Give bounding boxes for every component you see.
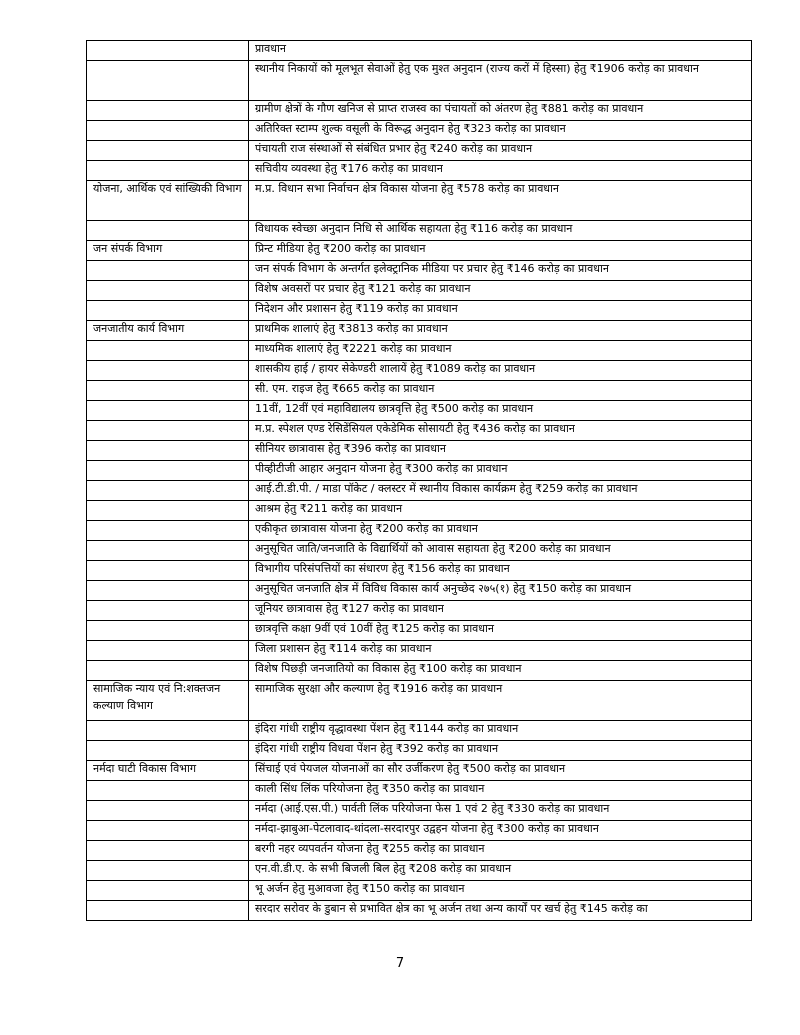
table-row: [87, 781, 752, 801]
department-cell: [87, 381, 249, 401]
department-cell: [87, 441, 249, 461]
table-row: [87, 581, 752, 601]
provision-cell: भू अर्जन हेतु मुआवजा हेतु ₹150 करोड़ का प्रावधान: [249, 881, 752, 901]
table-row: [87, 281, 752, 301]
provision-cell: सिंचाई एवं पेयजल योजनाओं का सौर उर्जीकरण हेतु ₹500 करोड़ का प्रावधान: [249, 761, 752, 781]
provision-cell: सीनियर छात्रावास हेतु ₹396 करोड़ का प्रावधान: [249, 441, 752, 461]
table-row: [87, 301, 752, 321]
department-cell: [87, 481, 249, 501]
table-row: [87, 121, 752, 141]
provision-cell: जूनियर छात्रावास हेतु ₹127 करोड़ का प्रावधान: [249, 601, 752, 621]
table-row: [87, 361, 752, 381]
provision-cell: विशेष अवसरों पर प्रचार हेतु ₹121 करोड़ का प्रावधान: [249, 281, 752, 301]
table-row: [87, 601, 752, 621]
table-row: [87, 401, 752, 421]
department-cell: [87, 521, 249, 541]
provision-cell: अनुसूचित जाति/जनजाति के विद्यार्थियों को आवास सहायता हेतु ₹200 करोड़ का प्रावधान: [249, 541, 752, 561]
table-row: [87, 721, 752, 741]
table-row: [87, 141, 752, 161]
provision-cell: नर्मदा (आई.एस.पी.) पार्वती लिंक परियोजना फेस 1 एवं 2 हेतु ₹330 करोड़ का प्रावधान: [249, 801, 752, 821]
provision-cell: अनुसूचित जनजाति क्षेत्र में विविध विकास कार्य अनुच्छेद २७५(१) हेतु ₹150 करोड़ का प्रावधान: [249, 581, 752, 601]
table-row: [87, 221, 752, 241]
department-cell: [87, 581, 249, 601]
department-cell: [87, 801, 249, 821]
table-row: [87, 181, 752, 221]
department-cell: [87, 601, 249, 621]
table-row: [87, 761, 752, 781]
provision-cell: काली सिंध लिंक परियोजना हेतु ₹350 करोड़ का प्रावधान: [249, 781, 752, 801]
department-cell: सामाजिक न्याय एवं नि:शक्तजन कल्याण विभाग: [87, 681, 249, 721]
provision-cell: म.प्र. स्पेशल एण्ड रेसिडेंसियल एकेडेमिक सोसायटी हेतु ₹436 करोड़ का प्रावधान: [249, 421, 752, 441]
table-row: [87, 261, 752, 281]
provision-cell: आई.टी.डी.पी. / माडा पॉकेट / क्लस्टर में स्थानीय विकास कार्यक्रम हेतु ₹259 करोड़ का प्रावधान: [249, 481, 752, 501]
provision-cell: प्राथमिक शालाएं हेतु ₹3813 करोड़ का प्रावधान: [249, 321, 752, 341]
table-row: [87, 61, 752, 101]
provision-cell: एकीकृत छात्रावास योजना हेतु ₹200 करोड़ का प्रावधान: [249, 521, 752, 541]
department-cell: नर्मदा घाटी विकास विभाग: [87, 761, 249, 781]
provision-cell: सी. एम. राइज हेतु ₹665 करोड़ का प्रावधान: [249, 381, 752, 401]
department-cell: [87, 741, 249, 761]
provision-cell: सामाजिक सुरक्षा और कल्याण हेतु ₹1916 करोड़ का प्रावधान: [249, 681, 752, 721]
department-cell: योजना, आर्थिक एवं सांख्यिकी विभाग: [87, 181, 249, 221]
table-row: [87, 801, 752, 821]
department-cell: [87, 121, 249, 141]
provision-cell: जिला प्रशासन हेतु ₹114 करोड़ का प्रावधान: [249, 641, 752, 661]
department-cell: [87, 281, 249, 301]
department-cell: [87, 861, 249, 881]
department-cell: जन संपर्क विभाग: [87, 241, 249, 261]
table-row: [87, 461, 752, 481]
department-cell: [87, 141, 249, 161]
department-cell: [87, 781, 249, 801]
table-row: [87, 741, 752, 761]
department-cell: [87, 821, 249, 841]
department-cell: [87, 461, 249, 481]
department-cell: [87, 61, 249, 101]
department-cell: [87, 421, 249, 441]
table-row: [87, 901, 752, 921]
provision-cell: सरदार सरोवर के डुबान से प्रभावित क्षेत्र का भू अर्जन तथा अन्य कार्यों पर खर्च हेतु ₹145 करोड़ का: [249, 901, 752, 921]
table-row: [87, 541, 752, 561]
table-row: [87, 421, 752, 441]
department-cell: [87, 221, 249, 241]
table-row: [87, 501, 752, 521]
table-row: [87, 861, 752, 881]
department-cell: [87, 341, 249, 361]
provision-cell: 11वीं, 12वीं एवं महाविद्यालय छात्रवृत्ति हेतु ₹500 करोड़ का प्रावधान: [249, 401, 752, 421]
provision-cell: प्रिन्ट मीडिया हेतु ₹200 करोड़ का प्रावधान: [249, 241, 752, 261]
table-row: [87, 561, 752, 581]
table-row: [87, 101, 752, 121]
department-cell: [87, 901, 249, 921]
provision-cell: सचिवीय व्यवस्था हेतु ₹176 करोड़ का प्रावधान: [249, 161, 752, 181]
department-cell: [87, 41, 249, 61]
table-row: [87, 41, 752, 61]
table-row: [87, 441, 752, 461]
table-row: [87, 681, 752, 721]
department-cell: [87, 721, 249, 741]
provision-cell: नर्मदा-झाबुआ-पेटलावाद-थांदला-सरदारपुर उद्वहन योजना हेतु ₹300 करोड़ का प्रावधान: [249, 821, 752, 841]
provision-cell: निदेशन और प्रशासन हेतु ₹119 करोड़ का प्रावधान: [249, 301, 752, 321]
department-cell: [87, 101, 249, 121]
provision-cell: प्रावधान: [249, 41, 752, 61]
provision-cell: जन संपर्क विभाग के अन्तर्गत इलेक्ट्रानिक मीडिया पर प्रचार हेतु ₹146 करोड़ का प्रावधान: [249, 261, 752, 281]
budget-provisions-table: [86, 40, 752, 921]
department-cell: [87, 541, 249, 561]
department-cell: [87, 661, 249, 681]
provision-cell: पंचायती राज संस्थाओं से संबंधित प्रभार हेतु ₹240 करोड़ का प्रावधान: [249, 141, 752, 161]
provision-cell: आश्रम हेतु ₹211 करोड़ का प्रावधान: [249, 501, 752, 521]
provision-cell: बरगी नहर व्यपवर्तन योजना हेतु ₹255 करोड़ का प्रावधान: [249, 841, 752, 861]
provision-cell: इंदिरा गांधी राष्ट्रीय वृद्धावस्था पेंशन हेतु ₹1144 करोड़ का प्रावधान: [249, 721, 752, 741]
table-row: [87, 481, 752, 501]
department-cell: [87, 261, 249, 281]
department-cell: [87, 301, 249, 321]
table-row: [87, 621, 752, 641]
department-cell: [87, 621, 249, 641]
page-number: 7: [395, 956, 405, 971]
provision-cell: पीव्हीटीजी आहार अनुदान योजना हेतु ₹300 करोड़ का प्रावधान: [249, 461, 752, 481]
department-cell: [87, 361, 249, 381]
provision-cell: स्थानीय निकायों को मूलभूत सेवाओं हेतु एक मुश्त अनुदान (राज्य करों में हिस्सा) हेतु ₹1906 करोड़ का प्रावधान: [249, 61, 752, 101]
provision-cell: शासकीय हाई / हायर सेकेण्डरी शालायें हेतु ₹1089 करोड़ का प्रावधान: [249, 361, 752, 381]
department-cell: [87, 561, 249, 581]
provision-cell: माध्यमिक शालाएं हेतु ₹2221 करोड़ का प्रावधान: [249, 341, 752, 361]
department-cell: [87, 501, 249, 521]
table-row: [87, 161, 752, 181]
table-row: [87, 881, 752, 901]
table-row: [87, 381, 752, 401]
table-row: [87, 821, 752, 841]
department-cell: [87, 161, 249, 181]
provision-cell: ग्रामीण क्षेत्रों के गौण खनिज से प्राप्त राजस्व का पंचायतों को अंतरण हेतु ₹881 करोड़ का प्रावधान: [249, 101, 752, 121]
provision-cell: एन.वी.डी.ए. के सभी बिजली बिल हेतु ₹208 करोड़ का प्रावधान: [249, 861, 752, 881]
table-row: [87, 661, 752, 681]
table-row: [87, 341, 752, 361]
table-row: [87, 521, 752, 541]
provision-cell: छात्रवृत्ति कक्षा 9वीं एवं 10वीं हेतु ₹125 करोड़ का प्रावधान: [249, 621, 752, 641]
department-cell: जनजातीय कार्य विभाग: [87, 321, 249, 341]
department-cell: [87, 881, 249, 901]
table-row: [87, 241, 752, 261]
table-row: [87, 641, 752, 661]
department-cell: [87, 841, 249, 861]
provision-cell: इंदिरा गांधी राष्ट्रीय विधवा पेंशन हेतु ₹392 करोड़ का प्रावधान: [249, 741, 752, 761]
department-cell: [87, 641, 249, 661]
table-row: [87, 321, 752, 341]
provision-cell: अतिरिक्त स्टाम्प शुल्क वसूली के विरूद्ध अनुदान हेतु ₹323 करोड़ का प्रावधान: [249, 121, 752, 141]
provision-cell: विधायक स्वेच्छा अनुदान निधि से आर्थिक सहायता हेतु ₹116 करोड़ का प्रावधान: [249, 221, 752, 241]
department-cell: [87, 401, 249, 421]
provision-cell: विभागीय परिसंपत्तियों का संधारण हेतु ₹156 करोड़ का प्रावधान: [249, 561, 752, 581]
provision-cell: म.प्र. विधान सभा निर्वाचन क्षेत्र विकास योजना हेतु ₹578 करोड़ का प्रावधान: [249, 181, 752, 221]
table-row: [87, 841, 752, 861]
provision-cell: विशेष पिछड़ी जनजातियो का विकास हेतु ₹100 करोड़ का प्रावधान: [249, 661, 752, 681]
table-body: [87, 41, 752, 921]
